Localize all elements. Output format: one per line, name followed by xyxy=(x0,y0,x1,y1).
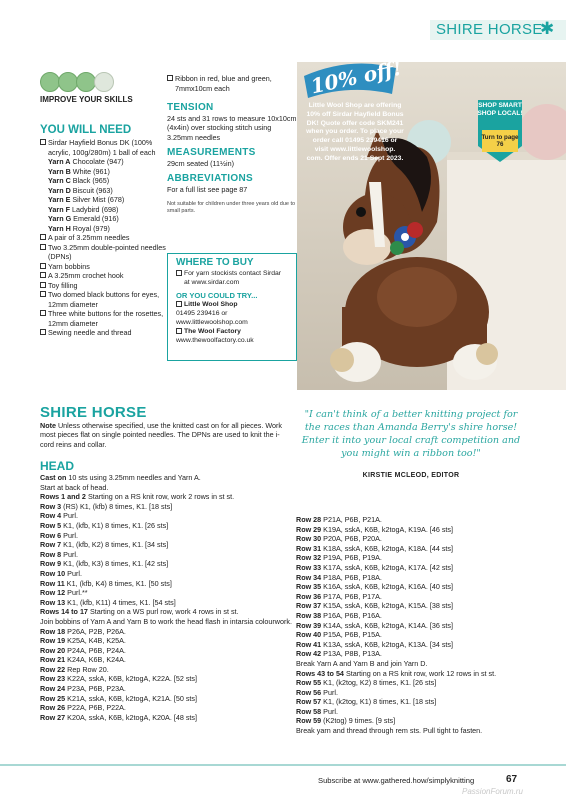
pattern-row: Row 38 P16A, P6B, P16A. xyxy=(296,610,382,620)
pattern-row: Row 18 P26A, P2B, P26A. xyxy=(40,626,126,636)
measurements-text: 29cm seated (11½in) xyxy=(167,158,234,168)
pattern-row: Join bobbins of Yarn A and Yarn B to work the head flash in intarsia colourwork. xyxy=(40,616,292,626)
pattern-row: Row 20 P24A, P6B, P24A. xyxy=(40,645,126,655)
you-will-need-title: YOU WILL NEED xyxy=(40,124,132,136)
where-to-buy-title: WHERE TO BUY xyxy=(176,257,254,268)
pattern-row: Row 31 K18A, sskA, K6B, k2togA, K18A. [44 sts] xyxy=(296,543,454,553)
material-item: Yarn E Silver Mist (678) xyxy=(48,195,125,204)
material-item: Yarn C Black (965) xyxy=(48,176,110,185)
checkbox-icon xyxy=(40,263,46,269)
editor-quote: "I can't think of a better knitting project for the races than Amanda Berry's shire horse! Enter it into your local craft competition and you might win a ribbon too!" xyxy=(301,409,521,459)
pattern-rows-left xyxy=(40,473,296,722)
pattern-row: Row 33 K17A, sskA, K6B, k2togA, K17A. [42 sts] xyxy=(296,562,454,572)
section-title: SHIRE HORSE xyxy=(436,21,543,38)
pattern-row: Row 29 K19A, sskA, K6B, k2togA, K19A. [46 sts] xyxy=(296,524,454,534)
ribbon-item: Ribbon in red, blue and green, 7mmx10cm each xyxy=(167,74,297,93)
pattern-row: Row 25 K21A, sskA, K6B, k2togA, K21A. [50 sts] xyxy=(40,693,198,703)
watermark: PassionForum.ru xyxy=(462,787,523,796)
tension-text: 24 sts and 31 rows to measure 10x10cm (4x4in) over stocking stitch using 3.25mm needles xyxy=(167,113,297,142)
material-item: Sewing needle and thread xyxy=(40,328,166,338)
shop1-item: Little Wool Shop xyxy=(176,300,288,309)
material-item: Yarn B White (961) xyxy=(48,166,110,176)
material-item: Yarn D Biscuit (963) xyxy=(48,185,113,195)
checkbox-icon xyxy=(40,139,46,145)
checkbox-icon xyxy=(40,234,46,240)
checkbox-icon xyxy=(40,291,46,297)
pattern-row: Row 21 K24A, K6B, K24A. xyxy=(40,655,126,665)
shop2-item: The Wool Factory xyxy=(176,327,288,336)
checkbox-icon xyxy=(167,75,173,81)
checkbox-icon xyxy=(176,270,182,276)
skill-level-label: IMPROVE YOUR SKILLS xyxy=(40,95,133,104)
material-item: Yarn G Emerald (916) xyxy=(48,214,119,223)
pattern-row: Row 22 Rep Row 20. xyxy=(40,664,109,674)
pattern-row: Row 7 K1, (kfb, K2) 8 times, K1. [34 sts] xyxy=(40,540,169,550)
pattern-row: Row 42 P13A, P8B, P13A. xyxy=(296,649,382,659)
pattern-row: Row 24 P23A, P6B, P23A. xyxy=(40,684,126,694)
pattern-row: Row 19 K25A, K4B, K25A. xyxy=(40,636,126,646)
pattern-row: Row 23 K22A, sskA, K6B, k2togA, K22A. [52 sts] xyxy=(40,674,198,684)
abbreviations-title: ABBREVIATIONS xyxy=(167,173,253,184)
pattern-row: Row 3 (RS) K1, (kfb) 8 times, K1. [18 sts] xyxy=(40,501,173,511)
stockists-item: For yarn stockists contact Sirdar at www.sirdar.com xyxy=(176,269,288,287)
pattern-row: Cast on 10 sts using 3.25mm needles and Yarn A. xyxy=(40,473,201,482)
abbreviations-text: For a full list see page 87 xyxy=(167,184,248,194)
quote-author: KIRSTIE MCLEOD, EDITOR xyxy=(362,472,460,479)
pattern-row: Row 57 K1, (k2tog, K1) 8 times, K1. [18 sts] xyxy=(296,697,437,707)
pattern-row: Row 40 P15A, P6B, P15A. xyxy=(296,630,382,640)
checkbox-icon xyxy=(176,328,182,334)
offer-text: Little Wool Shop are offering 10% off Sirdar Hayfield Bonus DK! Quote offer code SKM241 when you order. To place your order call 01495 239416 or visit www.littlewoolshop. com. Offer ends 21 Sept 2023. xyxy=(306,102,404,162)
checkbox-icon xyxy=(40,244,46,250)
discount-percent: 10% off! xyxy=(308,55,404,99)
page-number: 67 xyxy=(506,774,518,785)
shop2-detail: www.thewoolfactory.co.uk xyxy=(176,337,254,344)
material-item: A 3.25mm crochet hook xyxy=(40,271,166,281)
asterisk-icon: ✱ xyxy=(540,19,555,38)
pattern-row: Row 12 Purl.** xyxy=(40,588,88,598)
pattern-row: Row 11 K1, (kfb, K4) 8 times, K1. [50 sts] xyxy=(40,578,172,588)
safety-warning: Not suitable for children under three years old due to small parts. xyxy=(167,201,296,214)
material-item: Three white buttons for the rosettes, 12mm diameter xyxy=(40,309,166,328)
tension-title: TENSION xyxy=(167,102,214,113)
pattern-row: Row 27 K20A, sskA, K6B, k2togA, K20A. [48 sts] xyxy=(40,712,198,722)
material-item: Sirdar Hayfield Bonus DK (100% acrylic, 100g/280m) 1 ball of each xyxy=(40,138,166,157)
pattern-row: Row 37 K15A, sskA, K6B, k2togA, K15A. [38 sts] xyxy=(296,601,454,611)
turn-to-page-label: Turn to page 76 xyxy=(481,134,519,148)
measurements-title: MEASUREMENTS xyxy=(167,147,256,158)
pattern-row: Row 26 P22A, P6B, P22A. xyxy=(40,703,126,713)
or-could-try-title: OR YOU COULD TRY... xyxy=(176,291,258,300)
material-item: Yarn bobbins xyxy=(40,262,166,272)
pattern-row: Row 8 Purl. xyxy=(40,549,78,559)
pattern-row: Row 59 (K2tog) 9 times. [9 sts] xyxy=(296,716,396,726)
pattern-row: Row 36 P17A, P6B, P17A. xyxy=(296,591,382,601)
pattern-row: Row 39 K14A, sskA, K6B, k2togA, K14A. [36 sts] xyxy=(296,620,454,630)
pattern-row: Rows 14 to 17 Starting on a WS purl row, work 4 rows in st st. xyxy=(40,607,239,617)
pattern-row: Rows 1 and 2 Starting on a RS knit row, work 2 rows in st st. xyxy=(40,492,235,502)
page-header xyxy=(0,0,566,50)
shop1-detail: 01495 239416 or www.littlewoolshop.com xyxy=(176,310,248,326)
checkbox-icon xyxy=(176,301,182,307)
pattern-row: Row 6 Purl. xyxy=(40,530,78,540)
pattern-row: Row 5 K1, (kfb, K1) 8 times, K1. [26 sts] xyxy=(40,520,169,530)
shop-local-label: SHOP SMART SHOP LOCAL! xyxy=(477,102,523,117)
checkbox-icon xyxy=(40,282,46,288)
pattern-row: Row 56 Purl. xyxy=(296,687,338,697)
checkbox-icon xyxy=(40,329,46,335)
material-item: Two 3.25mm double-pointed needles (DPNs) xyxy=(40,243,166,262)
material-item: Toy filling xyxy=(40,281,166,291)
material-item: Yarn A Chocolate (947) xyxy=(48,157,124,166)
pattern-rows-right xyxy=(296,515,526,736)
pattern-note: Note Unless otherwise specified, use the knitted cast on for all pieces. Work most pieces flat on single pointed needles. The DPNs are used to knit the i-cord reins and collar. xyxy=(40,421,282,449)
pattern-row: Break Yarn A and Yarn B and join Yarn D. xyxy=(296,658,428,668)
head-section-title: HEAD xyxy=(40,459,75,473)
pattern-row: Row 10 Purl. xyxy=(40,568,82,578)
pattern-row: Start at back of head. xyxy=(40,482,109,492)
material-item: Yarn F Ladybird (698) xyxy=(48,204,119,214)
pattern-row: Row 41 K13A, sskA, K6B, k2togA, K13A. [34 sts] xyxy=(296,639,454,649)
details-column xyxy=(167,74,297,215)
pattern-row: Break yarn and thread through rem sts. Pull tight to fasten. xyxy=(296,726,483,736)
pattern-title: SHIRE HORSE xyxy=(40,404,147,421)
material-item: Two domed black buttons for eyes, 12mm diameter xyxy=(40,290,166,309)
pattern-row: Row 13 K1, (kfb, K11) 4 times, K1. [54 sts] xyxy=(40,597,176,607)
subscribe-link[interactable]: Subscribe at www.gathered.how/simplyknitting xyxy=(318,776,475,785)
checkbox-icon xyxy=(40,310,46,316)
pattern-row: Row 34 P18A, P6B, P18A. xyxy=(296,572,382,582)
where-to-buy-box xyxy=(167,253,297,361)
pattern-row: Row 28 P21A, P6B, P21A. xyxy=(296,515,382,524)
pattern-row: Row 32 P19A, P6B, P19A. xyxy=(296,553,382,563)
pattern-row: Rows 43 to 54 Starting on a RS knit row, work 12 rows in st st. xyxy=(296,668,497,678)
yarn-balls-icon xyxy=(40,72,120,94)
pattern-row: Row 55 K1, (k2tog, K2) 8 times, K1. [26 sts] xyxy=(296,678,437,688)
pattern-row: Row 30 P20A, P6B, P20A. xyxy=(296,534,382,544)
footer-divider xyxy=(0,764,566,766)
materials-list xyxy=(40,138,166,338)
pattern-row: Row 58 Purl. xyxy=(296,706,338,716)
checkbox-icon xyxy=(40,272,46,278)
material-item: A pair of 3.25mm needles xyxy=(40,233,166,243)
pattern-row: Row 4 Purl. xyxy=(40,511,78,521)
material-item: Yarn H Royal (979) xyxy=(48,223,110,233)
pattern-row: Row 35 K16A, sskA, K6B, k2togA, K16A. [40 sts] xyxy=(296,582,454,592)
pattern-row: Row 9 K1, (kfb, K3) 8 times, K1. [42 sts] xyxy=(40,559,169,569)
